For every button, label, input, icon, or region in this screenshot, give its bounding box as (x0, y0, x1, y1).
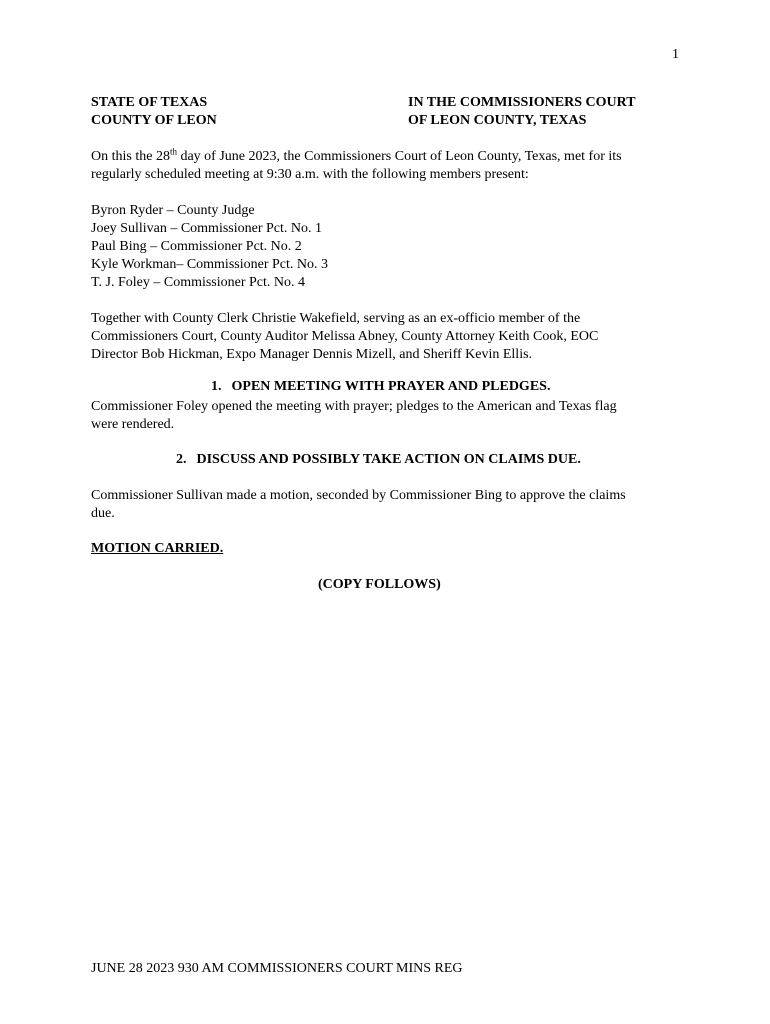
together-paragraph (91, 310, 681, 364)
item-1-number: 1. (211, 379, 222, 394)
header-court: IN THE COMMISSIONERS COURT (408, 95, 636, 110)
item-1-title: OPEN MEETING WITH PRAYER AND PLEDGES. (231, 379, 551, 394)
item-1-line: Commissioner Foley opened the meeting with prayer; pledges to the American and Texas flag (91, 399, 617, 414)
together-line: Director Bob Hickman, Expo Manager Dennis Mizell, and Sheriff Kevin Ellis. (91, 347, 533, 362)
item-2-line: due. (91, 506, 115, 521)
item-1-body (91, 398, 681, 434)
header-right (408, 94, 636, 130)
member-item: Joey Sullivan – Commissioner Pct. No. 1 (91, 221, 322, 236)
intro-prefix: On this the 28 (91, 149, 170, 164)
item-1-line: were rendered. (91, 417, 175, 432)
member-item: T. J. Foley – Commissioner Pct. No. 4 (91, 275, 306, 290)
member-item: Paul Bing – Commissioner Pct. No. 2 (91, 239, 302, 254)
together-line: Together with County Clerk Christie Wakefield, serving as an ex-officio member of the (91, 311, 581, 326)
header-court-county: OF LEON COUNTY, TEXAS (408, 113, 587, 128)
item-1-heading (211, 379, 550, 395)
intro-line-1 (91, 148, 681, 166)
page-number: 1 (672, 47, 679, 62)
header-state: STATE OF TEXAS (91, 95, 208, 110)
item-2-title: DISCUSS AND POSSIBLY TAKE ACTION ON CLAIMS DUE. (196, 452, 581, 467)
members-list (91, 202, 681, 292)
item-2-heading (176, 452, 581, 468)
member-item: Byron Ryder – County Judge (91, 203, 255, 218)
header-county: COUNTY OF LEON (91, 113, 217, 128)
together-line: Commissioners Court, County Auditor Melissa Abney, County Attorney Keith Cook, EOC (91, 329, 599, 344)
page-footer: JUNE 28 2023 930 AM COMMISSIONERS COURT MINS REG (91, 961, 463, 976)
copy-follows: (COPY FOLLOWS) (318, 577, 441, 592)
item-2-body (91, 487, 681, 523)
item-2-number: 2. (176, 452, 187, 467)
intro-line-2: regularly scheduled meeting at 9:30 a.m. with the following members present: (91, 167, 529, 182)
intro-superscript: th (169, 146, 177, 157)
intro-rest: day of June 2023, the Commissioners Court of Leon County, Texas, met for its (176, 149, 622, 164)
header-left (91, 94, 217, 130)
member-item: Kyle Workman– Commissioner Pct. No. 3 (91, 257, 328, 272)
item-2-line: Commissioner Sullivan made a motion, seconded by Commissioner Bing to approve the claims (91, 488, 626, 503)
intro-paragraph (91, 148, 681, 184)
motion-carried: MOTION CARRIED. (91, 541, 224, 556)
